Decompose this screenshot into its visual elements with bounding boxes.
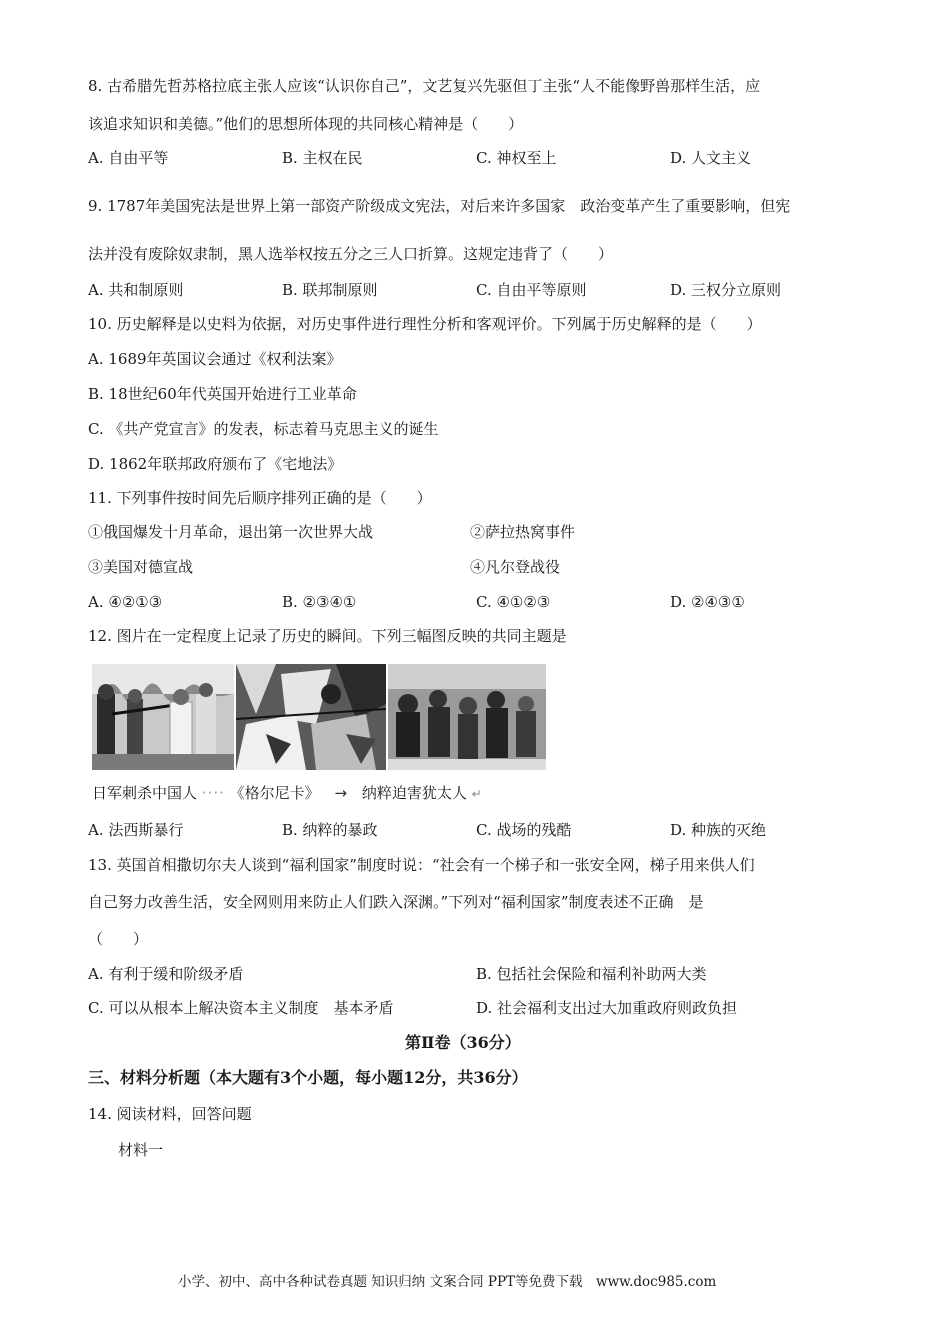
q11-option-d: D. ②④③①: [670, 593, 745, 611]
q12-caption-3: 纳粹迫害犹太人: [361, 784, 467, 802]
page-footer: 小学、初中、高中各种试卷真题 知识归纳 文案合同 PPT等免费下载 www.doc985.com: [178, 1274, 717, 1290]
q14-stem: 14. 阅读材料，回答问题: [88, 1105, 252, 1123]
return-mark-icon: ↵: [471, 787, 482, 801]
q11-event-4: ④凡尔登战役: [470, 558, 561, 576]
section-heading: 三、材料分析题（本大题有3个小题，每小题12分，共36分）: [88, 1068, 528, 1087]
q8-option-d: D. 人文主义: [670, 149, 752, 167]
q12-photo-guernica: [236, 664, 386, 770]
q13-option-b: B. 包括社会保险和福利补助两大类: [476, 965, 707, 983]
q11-stem: 11. 下列事件按时间先后顺序排列正确的是（ ）: [88, 489, 432, 507]
q10-option-c: C. 《共产党宣言》的发表，标志着马克思主义的诞生: [88, 420, 439, 438]
q11-option-a: A. ④②①③: [88, 593, 163, 611]
q11-option-c: C. ④①②③: [476, 593, 551, 611]
q13-option-a: A. 有利于缓和阶级矛盾: [88, 965, 244, 983]
q9-option-b: B. 联邦制原则: [282, 281, 378, 299]
q12-photo-japanese-atrocity: [92, 664, 234, 770]
q13-stem-line1: 13. 英国首相撒切尔夫人谈到“福利国家”制度时说：“社会有一个梯子和一张安全网，梯子用来供人们: [88, 856, 755, 874]
q8-stem-line2: 该追求知识和美德。”他们的思想所体现的共同核心精神是（ ）: [88, 115, 524, 133]
q13-option-d: D. 社会福利支出过大加重政府则政负担: [476, 999, 738, 1017]
caption-dotted-separator: ····: [201, 784, 225, 802]
q12-photo-nazi-persecution: [388, 664, 546, 770]
q10-option-d: D. 1862年联邦政府颁布了《宅地法》: [88, 455, 343, 473]
q9-option-d: D. 三权分立原则: [670, 281, 782, 299]
q12-stem: 12. 图片在一定程度上记录了历史的瞬间。下列三幅图反映的共同主题是: [88, 627, 567, 645]
q8-option-a: A. 自由平等: [88, 149, 169, 167]
q13-stem-line3: （ ）: [88, 930, 149, 948]
q11-event-1: ①俄国爆发十月革命，退出第一次世界大战: [88, 523, 374, 541]
q11-event-2: ②萨拉热窝事件: [470, 523, 576, 541]
q10-option-a: A. 1689年英国议会通过《权利法案》: [88, 350, 342, 368]
q10-option-b: B. 18世纪60年代英国开始进行工业革命: [88, 385, 357, 403]
q11-option-b: B. ②③④①: [282, 593, 357, 611]
q12-option-a: A. 法西斯暴行: [88, 821, 184, 839]
q12-option-b: B. 纳粹的暴政: [282, 821, 378, 839]
q14-material-label: 材料一: [118, 1141, 164, 1159]
q9-stem-line1: 9. 1787年美国宪法是世界上第一部资产阶级成文宪法，对后来许多国家 政治变革产生了重要影响，但宪: [88, 197, 791, 215]
q10-stem: 10. 历史解释是以史料为依据，对历史事件进行理性分析和客观评价。下列属于历史解释的是（ ）: [88, 315, 762, 333]
q9-option-a: A. 共和制原则: [88, 281, 184, 299]
q12-caption-row: [92, 782, 482, 803]
q9-option-c: C. 自由平等原则: [476, 281, 587, 299]
q12-option-d: D. 种族的灭绝: [670, 821, 767, 839]
q13-stem-line2: 自己努力改善生活，安全网则用来防止人们跌入深渊。”下列对“福利国家”制度表述不正确 是: [88, 893, 704, 911]
q8-stem-line1: 8. 古希腊先哲苏格拉底主张人应该“认识你自己”，文艺复兴先驱但丁主张“人不能像野兽那样生活，应: [88, 77, 761, 95]
q11-event-3: ③美国对德宣战: [88, 558, 194, 576]
q9-stem-line2: 法并没有废除奴隶制，黑人选举权按五分之三人口折算。这规定违背了（ ）: [88, 245, 614, 263]
q12-caption-2: 《格尔尼卡》: [229, 784, 320, 802]
q12-option-c: C. 战场的残酷: [476, 821, 572, 839]
q8-option-c: C. 神权至上: [476, 149, 557, 167]
q13-option-c: C. 可以从根本上解决资本主义制度 基本矛盾: [88, 999, 394, 1017]
q12-caption-1: 日军刺杀中国人: [92, 784, 198, 802]
q12-photo-strip: [92, 664, 546, 770]
volume-title: 第Ⅱ卷（36分）: [405, 1033, 521, 1052]
arrow-icon: →: [334, 784, 348, 802]
q8-option-b: B. 主权在民: [282, 149, 363, 167]
